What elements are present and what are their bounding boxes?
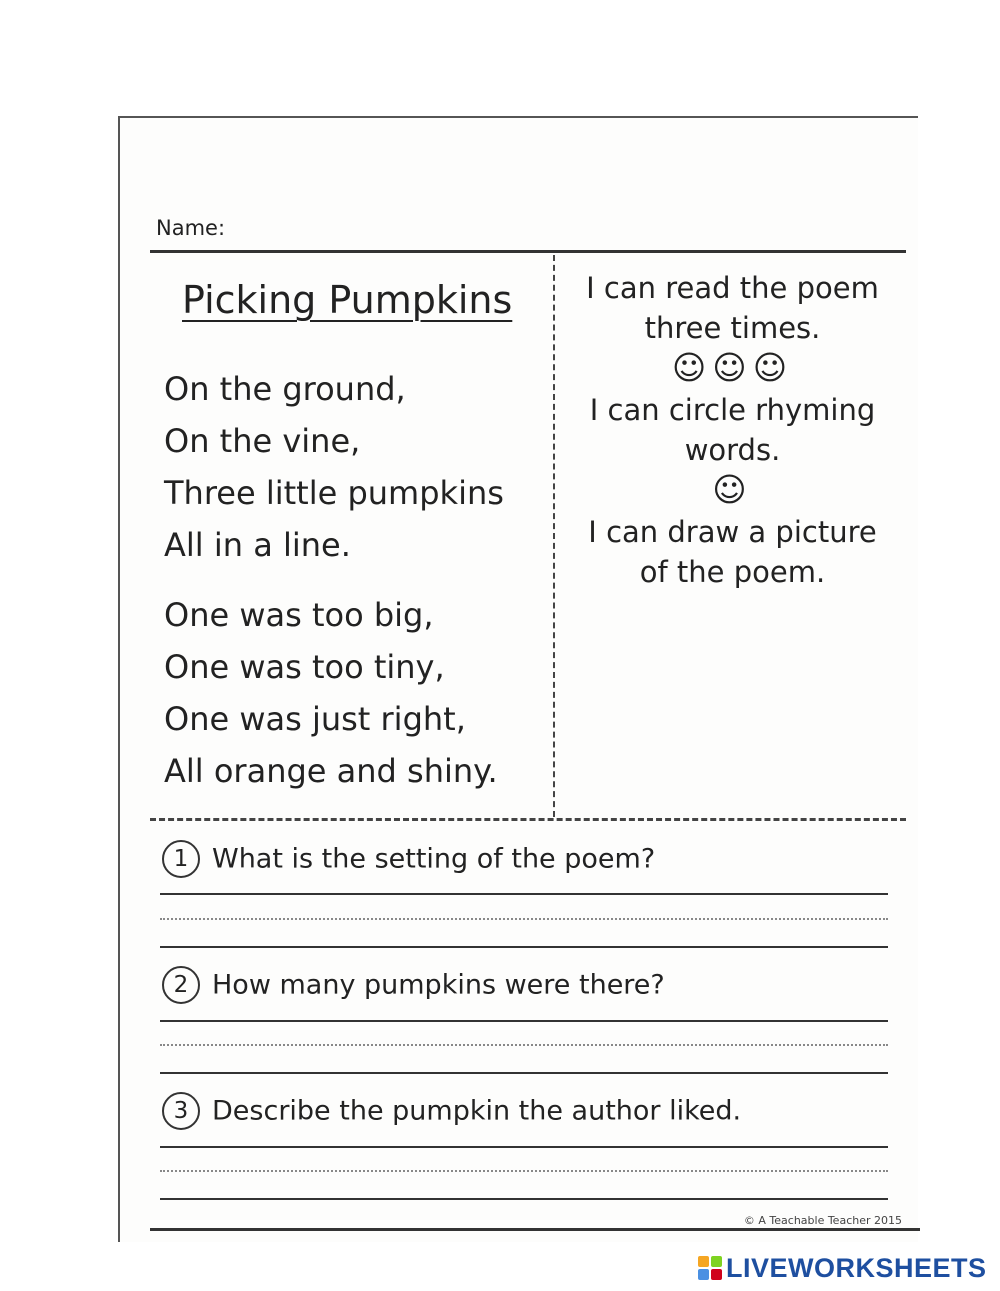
logo-square [698,1256,709,1267]
poem-line: On the vine, [164,422,361,460]
question-number-badge: 1 [162,840,200,878]
goal-read-line2: three times. [644,311,821,345]
smiley-face-icon[interactable]: ☺ [712,470,753,509]
logo-square [698,1269,709,1280]
liveworksheets-logo-text: LIVEWORKSHEETS [726,1252,987,1283]
goal-read-line1: I can read the poem [586,271,879,305]
poem-line: One was too big, [164,596,434,634]
learning-goals [560,268,905,592]
poem-stanza-2 [164,589,498,797]
liveworksheets-logo-icon [698,1256,722,1280]
answer-input-1[interactable] [160,946,888,948]
question-number-badge: 3 [162,1092,200,1130]
worksheet-page [118,116,918,1242]
question-text: What is the setting of the poem? [212,843,656,875]
answer-line-mid [160,918,888,920]
answer-line-top [160,1020,888,1022]
question-text: How many pumpkins were there? [212,969,665,1001]
question-2 [162,966,665,1004]
smiley-face-icon[interactable]: ☺☺☺ [671,348,794,387]
vertical-divider [553,255,555,817]
answer-line-mid [160,1170,888,1172]
answer-line-mid [160,1044,888,1046]
poem-line: All orange and shiny. [164,752,498,790]
name-line [150,250,906,253]
answer-line-top [160,893,888,895]
question-3 [162,1092,741,1130]
logo-square [711,1256,722,1267]
bottom-rule [150,1228,920,1231]
question-text: Describe the pumpkin the author liked. [212,1095,742,1127]
copyright-notice: © A Teachable Teacher 2015 [743,1214,902,1227]
goal-rhyme-line2: words. [684,433,781,467]
answer-input-2[interactable] [160,1072,888,1074]
poem-line: One was just right, [164,700,466,738]
poem-title: Picking Pumpkins [182,278,513,322]
horizontal-divider [150,818,906,821]
poem-line: One was too tiny, [164,648,445,686]
poem-line: On the ground, [164,370,406,408]
poem-line: Three little pumpkins [164,474,504,512]
name-label: Name: [156,216,226,240]
goal-draw-line1: I can draw a picture [588,515,877,549]
answer-input-3[interactable] [160,1198,888,1200]
logo-square [711,1269,722,1280]
poem-line: All in a line. [164,526,351,564]
question-number-badge: 2 [162,966,200,1004]
poem-stanza-1 [164,363,504,571]
liveworksheets-logo[interactable] [698,1252,987,1284]
question-1 [162,840,655,878]
goal-draw-line2: of the poem. [639,555,826,589]
goal-rhyme-line1: I can circle rhyming [589,393,876,427]
answer-line-top [160,1146,888,1148]
